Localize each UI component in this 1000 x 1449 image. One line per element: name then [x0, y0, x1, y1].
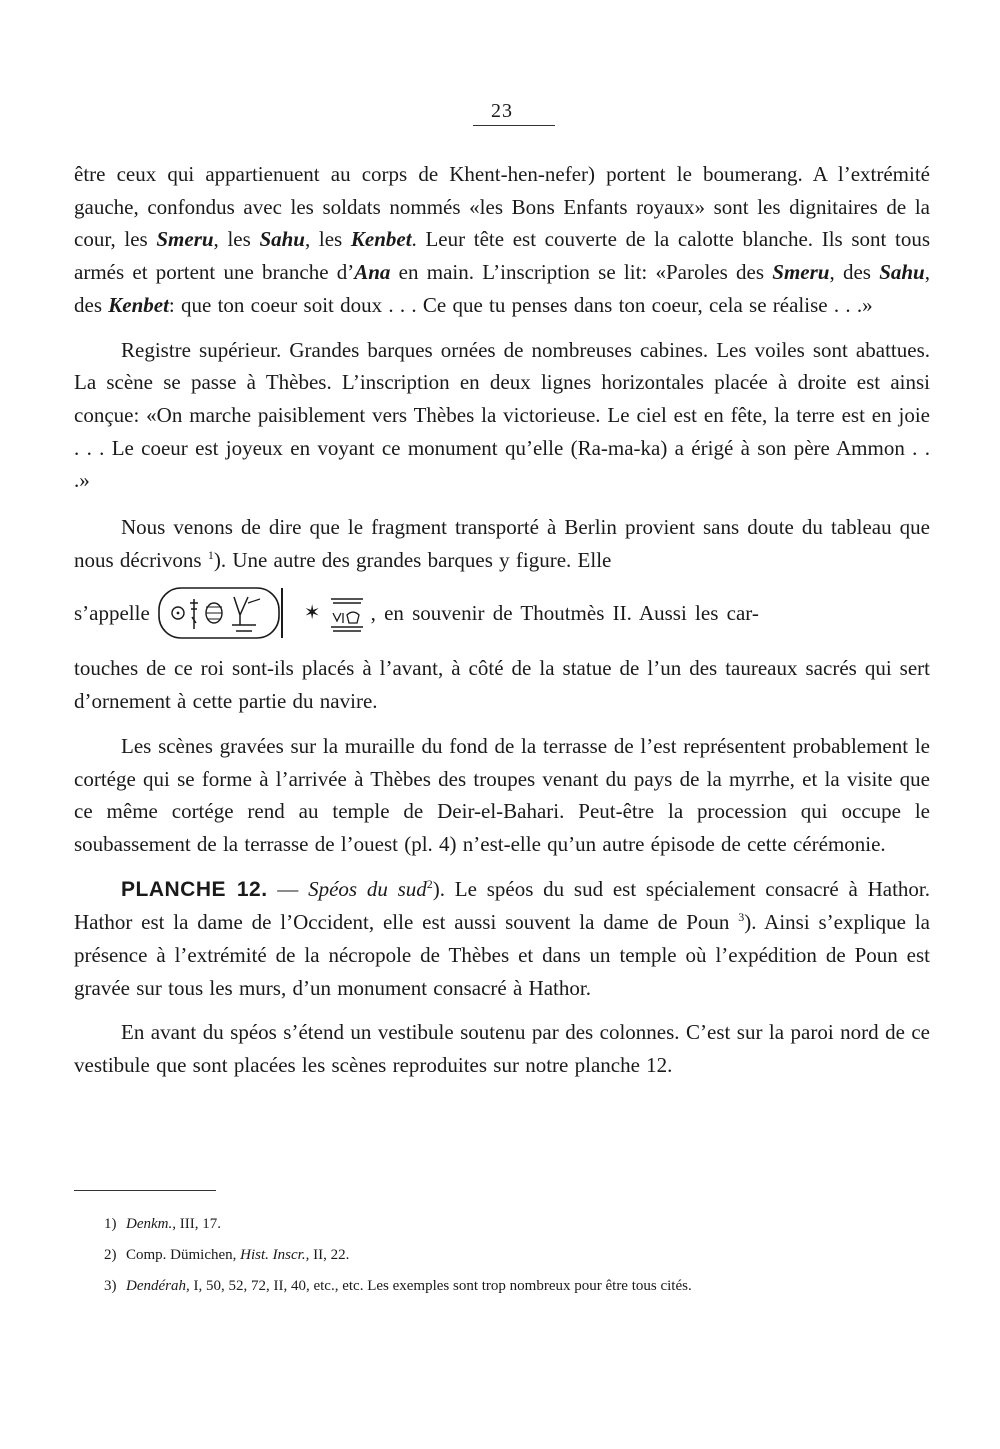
paragraph-3	[74, 511, 930, 718]
paragraph-1	[74, 158, 930, 322]
p1-text-g: , des	[74, 260, 930, 317]
footnote-text: III, 17.	[175, 1216, 221, 1232]
footnote-3	[74, 1272, 834, 1300]
footnote-prefix: Comp. Dümichen,	[126, 1247, 241, 1263]
p5-title: Spéos du sud	[308, 876, 427, 901]
plate-heading: PLANCHE 12.	[121, 877, 268, 901]
p1-sahu-2: Sahu	[879, 260, 925, 285]
footnote-number: 1)	[104, 1216, 117, 1232]
footnote-1	[74, 1210, 834, 1238]
p5-text-a: ). Le spéos du sud est spécialement consacré à Hathor. Hathor est la dame de l’Occident, elle est aussi souvent la dame de Poun	[74, 876, 930, 935]
cartouche-line	[74, 580, 930, 646]
p1-text-a: être ceux qui appartienuent au corps de Khent-hen-nefer) portent le boumerang. A l’extrémité gauche, confondus avec les soldats nommés «les Bons Enfants royaux» sont les dignitaires de la cour, les	[74, 162, 930, 252]
footnote-text: II, 22.	[309, 1247, 350, 1263]
p1-ana: Ana	[354, 260, 391, 285]
p5-dash: —	[267, 876, 309, 901]
footnote-italic: Dendérah,	[126, 1278, 190, 1294]
page-number-rule	[473, 125, 555, 126]
footnote-ref-2: 2	[426, 876, 433, 891]
page-content	[74, 100, 930, 1092]
p5-text-b: ). Ainsi s’explique la présence à l’extrémité de la nécropole de Thèbes et dans un temple où l’expédition de Poun est gravée sur tous les murs, d’un monument consacré à Hathor.	[74, 910, 930, 1000]
footnote-ref-1: 1	[207, 547, 214, 562]
star-glyph-icon: ✶	[303, 602, 321, 625]
p1-kenbet-2: Kenbet	[108, 292, 169, 317]
p1-text-d: . Leur tête est couverte de la calotte blanche. Ils sont tous armés et portent une branche d’	[74, 227, 931, 285]
footnote-number: 3)	[104, 1278, 117, 1294]
p3-appelle: s’appelle	[74, 601, 150, 626]
body-text	[74, 158, 930, 1082]
p3-text-a: Nous venons de dire que le fragment transporté à Berlin provient sans doute du tableau que nous décrivons	[74, 515, 930, 572]
p1-smeru: Smeru	[156, 227, 214, 252]
footnote-italic: Denkm.,	[126, 1216, 176, 1232]
paragraph-4: Les scènes gravées sur la muraille du fond de la terrasse de l’est représentent probablement le cortége qui se forme à l’arrivée à Thèbes des troupes venant du pays de la myrrhe, et la visite que ce même cortége rend au temple de Deir-el-Bahari. Peut-être la procession qui occupe le soubassement de la terrasse de l’ouest (pl. 4) n’est-elle qu’un autre épisode de cette cérémonie.	[74, 733, 930, 856]
footnote-ref-3: 3	[738, 910, 745, 925]
p1-smeru-2: Smeru	[772, 260, 830, 285]
p3-first-lines	[74, 511, 930, 576]
cartouche-hieroglyph-icon	[156, 585, 290, 641]
footnote-text: I, 50, 52, 72, II, 40, etc., etc. Les exemples sont trop nombreux pour être tous cités.	[189, 1278, 692, 1294]
paragraph-5	[74, 873, 930, 1005]
boat-hieroglyph-icon	[327, 591, 367, 635]
footnote-number: 2)	[104, 1247, 117, 1263]
p1-text-c: , les	[304, 227, 351, 252]
page-number: 23	[491, 100, 513, 122]
footnote-2	[74, 1241, 834, 1269]
p1-text-f: , des	[829, 260, 880, 285]
p1-kenbet: Kenbet	[350, 227, 412, 252]
footnote-italic: Hist. Inscr.,	[240, 1247, 310, 1263]
p1-text-b: , les	[213, 227, 260, 252]
p1-sahu: Sahu	[259, 227, 305, 252]
footnotes	[74, 1210, 834, 1303]
p1-text-e: en main. L’inscription se lit: «Paroles des	[390, 260, 773, 285]
p3-after-cartouche: , en souvenir de Thoutmès II. Aussi les car-	[370, 601, 759, 626]
p3-text-b: ). Une autre des grandes barques y figure. Elle	[213, 547, 612, 572]
p1-text-h: : que ton coeur soit doux . . . Ce que tu penses dans ton coeur, cela se réalise . . .»	[168, 292, 873, 317]
paragraph-2: Registre supérieur. Grandes barques ornées de nombreuses cabines. Les voiles sont abattues. La scène se passe à Thèbes. L’inscription en deux lignes horizontales placée à droite est ainsi conçue: «On marche paisiblement vers Thèbes la victorieuse. Le ciel est en fête, la terre est en joie . . . Le coeur est joyeux en voyant ce monument qu’elle (Ra-ma-ka) a érigé à son père Ammon . . .»	[74, 337, 930, 493]
p3-last-lines: touches de ce roi sont-ils placés à l’avant, à côté de la statue de l’un des taureaux sacrés qui sert d’ornement à cette partie du navire.	[74, 656, 930, 714]
footnote-separator	[74, 1190, 216, 1191]
paragraph-6: En avant du spéos s’étend un vestibule soutenu par des colonnes. C’est sur la paroi nord de ce vestibule que sont placées les scènes reproduites sur notre planche 12.	[74, 1020, 930, 1078]
